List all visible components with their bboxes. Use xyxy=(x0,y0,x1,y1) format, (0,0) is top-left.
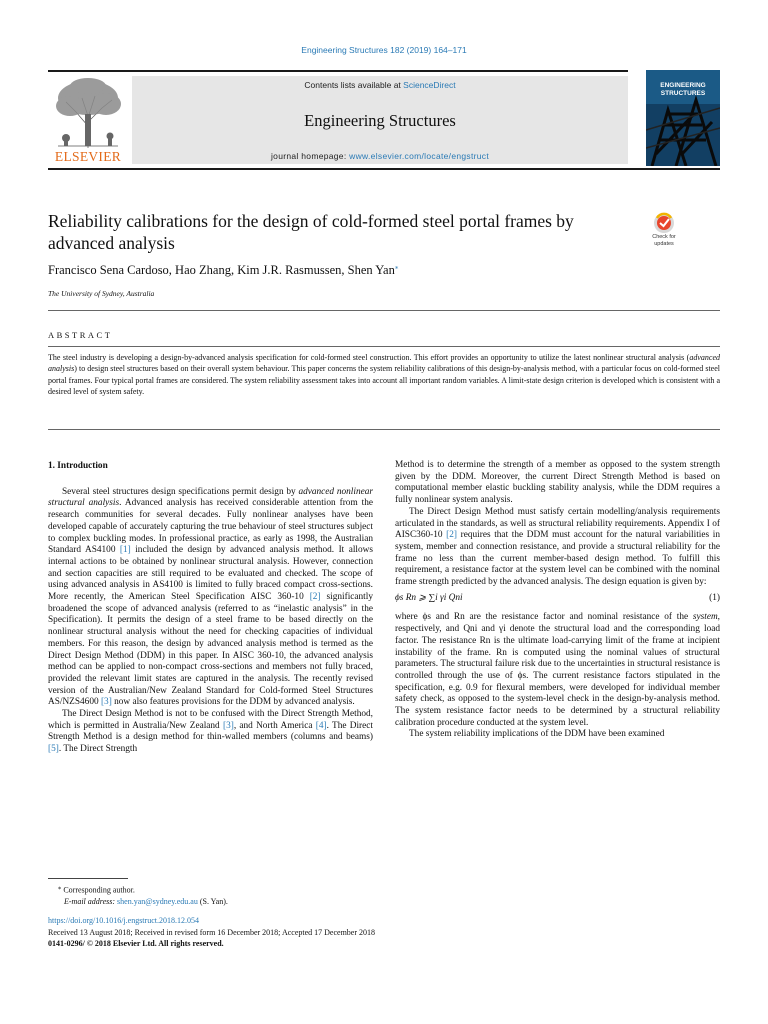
contents-prefix: Contents lists available at xyxy=(304,80,404,90)
journal-title: Engineering Structures xyxy=(304,111,456,130)
copyright-line: 0141-0296/ © 2018 Elsevier Ltd. All rights reserved. xyxy=(48,939,224,949)
citation-link[interactable]: [2] xyxy=(446,530,457,541)
right-p3-italic: system xyxy=(692,612,718,623)
publication-info xyxy=(48,915,375,950)
citation-link[interactable]: [4] xyxy=(315,720,327,731)
journal-cover-image xyxy=(646,70,720,166)
intro-p2-d: . The Direct Strength xyxy=(58,744,138,755)
citation-link[interactable]: [2] xyxy=(309,592,321,603)
crossmark-label-line1: Check for xyxy=(652,234,676,240)
journal-info-box xyxy=(132,76,628,164)
right-paragraph-3 xyxy=(395,612,720,729)
intro-p1-italic: advanced nonlinear structural analysis xyxy=(48,486,373,509)
equation-body: ϕs Rn ⩾ ∑i γi Qni xyxy=(395,592,463,603)
crossmark-label xyxy=(644,234,684,247)
design-equation xyxy=(395,593,720,605)
intro-p2-b: , and North America xyxy=(233,720,316,731)
abstract-text-part1: The steel industry is developing a design-by-advanced analysis specification for cold-formed steel construction. This effort provides an opportunity to utilize the latest nonlinear structural analysis ( xyxy=(48,353,690,362)
cover-title xyxy=(650,82,716,97)
citation-link[interactable]: [3] xyxy=(100,697,112,708)
journal-citation-link[interactable]: Engineering Structures 182 (2019) 164–171 xyxy=(301,45,467,55)
corresponding-label: Corresponding author. xyxy=(63,885,135,895)
equation-number: (1) xyxy=(709,592,720,603)
email-label: E-mail address: xyxy=(64,896,116,906)
journal-homepage-link[interactable]: www.elsevier.com/locate/engstruct xyxy=(349,151,489,161)
cover-title-line2: STRUCTURES xyxy=(660,89,706,97)
journal-masthead xyxy=(48,70,720,166)
homepage-prefix: journal homepage: xyxy=(270,151,350,161)
abstract-text-italic: advanced analysis xyxy=(48,353,720,374)
right-p3-a: where ϕs and Rn are the resistance factor and nominal resistance of the xyxy=(395,612,693,623)
crossmark-label-line2: updates xyxy=(654,240,674,247)
publication-history: Received 13 August 2018; Received in revised form 16 December 2018; Accepted 17 December 2018 xyxy=(48,927,376,937)
doi-link[interactable]: https://doi.org/10.1016/j.engstruct.2018.12.054 xyxy=(48,916,199,925)
right-p2-b: requires that the DDM must account for the natural variabilities in system, member and connection resistance, and provide a structural reliability for the frame no less than the current member-based design method. To fulfill this requirement, a resistance factor at the system level can be combined with the nominal frame strength predicted by the advanced analysis. The design equation is given by: xyxy=(395,530,720,588)
elsevier-wordmark: ELSEVIER xyxy=(54,149,122,164)
intro-p1-d: significantly broadened the scope of advanced analysis (referred to as “inelastic analysis” in the Specification). It permits the design of a steel frame to be based directly on the nonlinear structural analysis without the need for checking capacities of individual members. For this reason, the design by advanced analysis method is termed as the Direct Design Method (DDM) in this paper. In AISC 360-10, the advanced analysis method can be applied to non-compact cross-sections and members not fully braced, provided the relevant limit states are captured in the analysis. The recently revised version of the Australian/New Zealand Standard for Cold-formed Steel Structures AS/NZS4600 xyxy=(48,592,373,708)
email-suffix: (S. Yan). xyxy=(197,896,228,906)
article-title: Reliability calibrations for the design of cold-formed steel portal frames by advanced analysis xyxy=(48,211,574,253)
homepage-line xyxy=(132,151,628,161)
body-column-left xyxy=(48,460,373,756)
corresponding-author-mark[interactable]: ⁎ xyxy=(394,263,399,271)
right-p3-b: , respectively, and Qni and γi denote the structural load and the corresponding load factor. The resistance Rn is the ultimate load-carrying limit of the frame at incipient instability of the frame. Rn is computed using the nominal values of structural parameters. The structural failure risk due to the uncertainties in structural resistance is controlled through the use of ϕs. The current resistance factors stipulated in the specification, e.g. 0.9 for flexural members, were developed for individual member safety check, as opposed to the system-level check in the design-by-analysis method. The system resistance factor needs to be determined by a structural reliability calibration procedure conducted at the system level. xyxy=(395,612,720,728)
author-email-link[interactable]: shen.yan@sydney.edu.au xyxy=(117,896,198,906)
intro-p1-c: included the design by advanced analysis method. It allows internal actions to be obtained by nonlinear structural analysis. However, connection and section capacities are still required to be evaluated and checked. The scope of using advanced analysis in AS4100 is limited to fully braced compact cross-sections. More recently, the American Steel Specification AISC 360-10 xyxy=(48,545,373,603)
intro-p1-b: . Advanced analysis has received considerable attention from the research communities for several decades. Fully nonlinear analyses have been developed capable of accurately capturing the true behaviour of steel structures subject to complex buckling modes. In professional practice, as early as 1998, the Australian Standard AS4100 xyxy=(48,498,373,556)
right-paragraph-4: The system reliability implications of the DDM have been examined xyxy=(409,729,665,740)
citation-link[interactable]: [1] xyxy=(119,545,131,556)
contents-line xyxy=(132,80,628,90)
right-paragraph-2 xyxy=(395,507,720,589)
masthead-bottom-rule xyxy=(48,168,720,170)
section-heading-introduction: 1. Introduction xyxy=(48,461,108,471)
body-column-right xyxy=(395,460,720,741)
footnote-mark: ⁎ xyxy=(58,884,62,891)
author-affiliation: The University of Sydney, Australia xyxy=(48,289,155,298)
intro-paragraph-1 xyxy=(48,487,373,709)
abstract-text xyxy=(48,352,720,397)
citation-link[interactable]: [5] xyxy=(48,744,59,755)
corresponding-author-note xyxy=(58,882,228,896)
author-names: Francisco Sena Cardoso, Hao Zhang, Kim J.R. Rasmussen, Shen Yan xyxy=(48,263,395,278)
footnote-block xyxy=(58,882,228,907)
affiliation-rule xyxy=(48,310,720,311)
masthead-top-rule xyxy=(48,70,628,72)
intro-p1-a: Several steel structures design specifications permit design by xyxy=(62,486,299,497)
footnote-rule xyxy=(48,878,128,879)
abstract-bottom-rule xyxy=(48,429,720,430)
abstract-top-rule xyxy=(48,346,720,347)
intro-p2-c: . The Direct Strength Method is a design method for thin-walled members (columns and beams) xyxy=(48,720,373,743)
sciencedirect-link[interactable]: ScienceDirect xyxy=(403,80,456,90)
intro-p2-a: The Direct Design Method is not to be confused with the Direct Strength Method, which is permitted in Australia/New Zealand xyxy=(48,709,373,731)
cover-title-line1: ENGINEERING xyxy=(660,82,706,89)
right-paragraph-1: Method is to determine the strength of a member as opposed to the system strength given by the DDM. Moreover, the current Direct Strength Method is based on computational member elastic buckling stability analysis, while the DDM requires a fully nonlinear system analysis. xyxy=(395,460,720,506)
abstract-text-part2: ) to design steel structures based on their overall system behaviour. This paper concerns the system reliability calibrations of this design-by-analysis method, with a particular focus on cold-formed steel portal frames. Four typical portal frames are considered. The system reliability assessment takes into account all important random variables. A limit-state design criterion is developed which is consistent with a desired level of system safety. xyxy=(48,364,720,396)
right-p2-a: The Direct Design Method must satisfy certain modelling/analysis requirements articulated in the standards, as well as structural reliability requirements. Appendix I of AISC360-10 xyxy=(395,506,720,541)
email-note xyxy=(58,896,228,907)
author-list xyxy=(48,263,668,278)
abstract-heading: ABSTRACT xyxy=(48,330,113,340)
intro-p1-e: now also features provisions for the DDM by advanced analysis. xyxy=(111,697,355,708)
intro-paragraph-2 xyxy=(48,709,373,756)
citation-link[interactable]: [3] xyxy=(222,720,234,731)
